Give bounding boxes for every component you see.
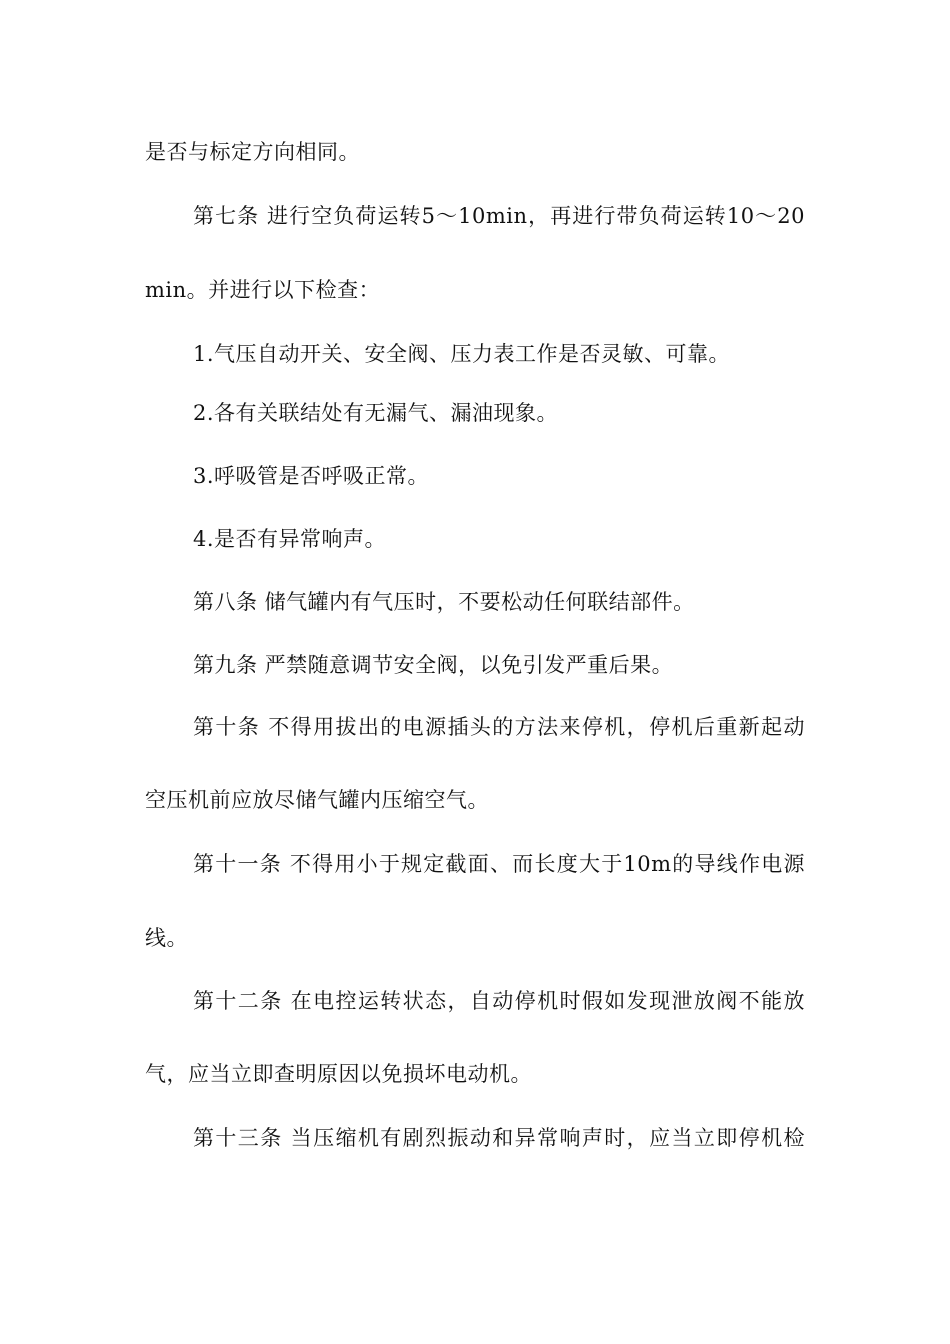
text-line-continuation: 是否与标定方向相同。: [145, 140, 360, 164]
article-7-line-2: min。并进行以下检查：: [145, 278, 381, 302]
article-8: 第八条 储气罐内有气压时，不要松动任何联结部件。: [193, 590, 695, 614]
article-12-line-2: 气，应当立即查明原因以免损坏电动机。: [145, 1062, 532, 1086]
article-10-line-2: 空压机前应放尽储气罐内压缩空气。: [145, 788, 489, 812]
check-item-2: 2.各有关联结处有无漏气、漏油现象。: [193, 401, 559, 425]
article-9: 第九条 严禁随意调节安全阀，以免引发严重后果。: [193, 653, 674, 677]
article-12-line-1: 第十二条 在电控运转状态，自动停机时假如发现泄放阀不能放: [193, 989, 805, 1013]
article-11-line-2: 线。: [145, 926, 188, 950]
article-11-line-1: 第十一条 不得用小于规定截面、而长度大于10m的导线作电源: [193, 852, 805, 876]
check-item-4: 4.是否有异常响声。: [193, 527, 387, 551]
article-13-line-1: 第十三条 当压缩机有剧烈振动和异常响声时，应当立即停机检: [193, 1126, 805, 1150]
check-item-1: 1.气压自动开关、安全阀、压力表工作是否灵敏、可靠。: [193, 342, 731, 366]
article-7-line-1: 第七条 进行空负荷运转5～10min，再进行带负荷运转10～20: [193, 204, 805, 228]
check-item-3: 3.呼吸管是否呼吸正常。: [193, 464, 430, 488]
article-10-line-1: 第十条 不得用拔出的电源插头的方法来停机，停机后重新起动: [193, 715, 805, 739]
